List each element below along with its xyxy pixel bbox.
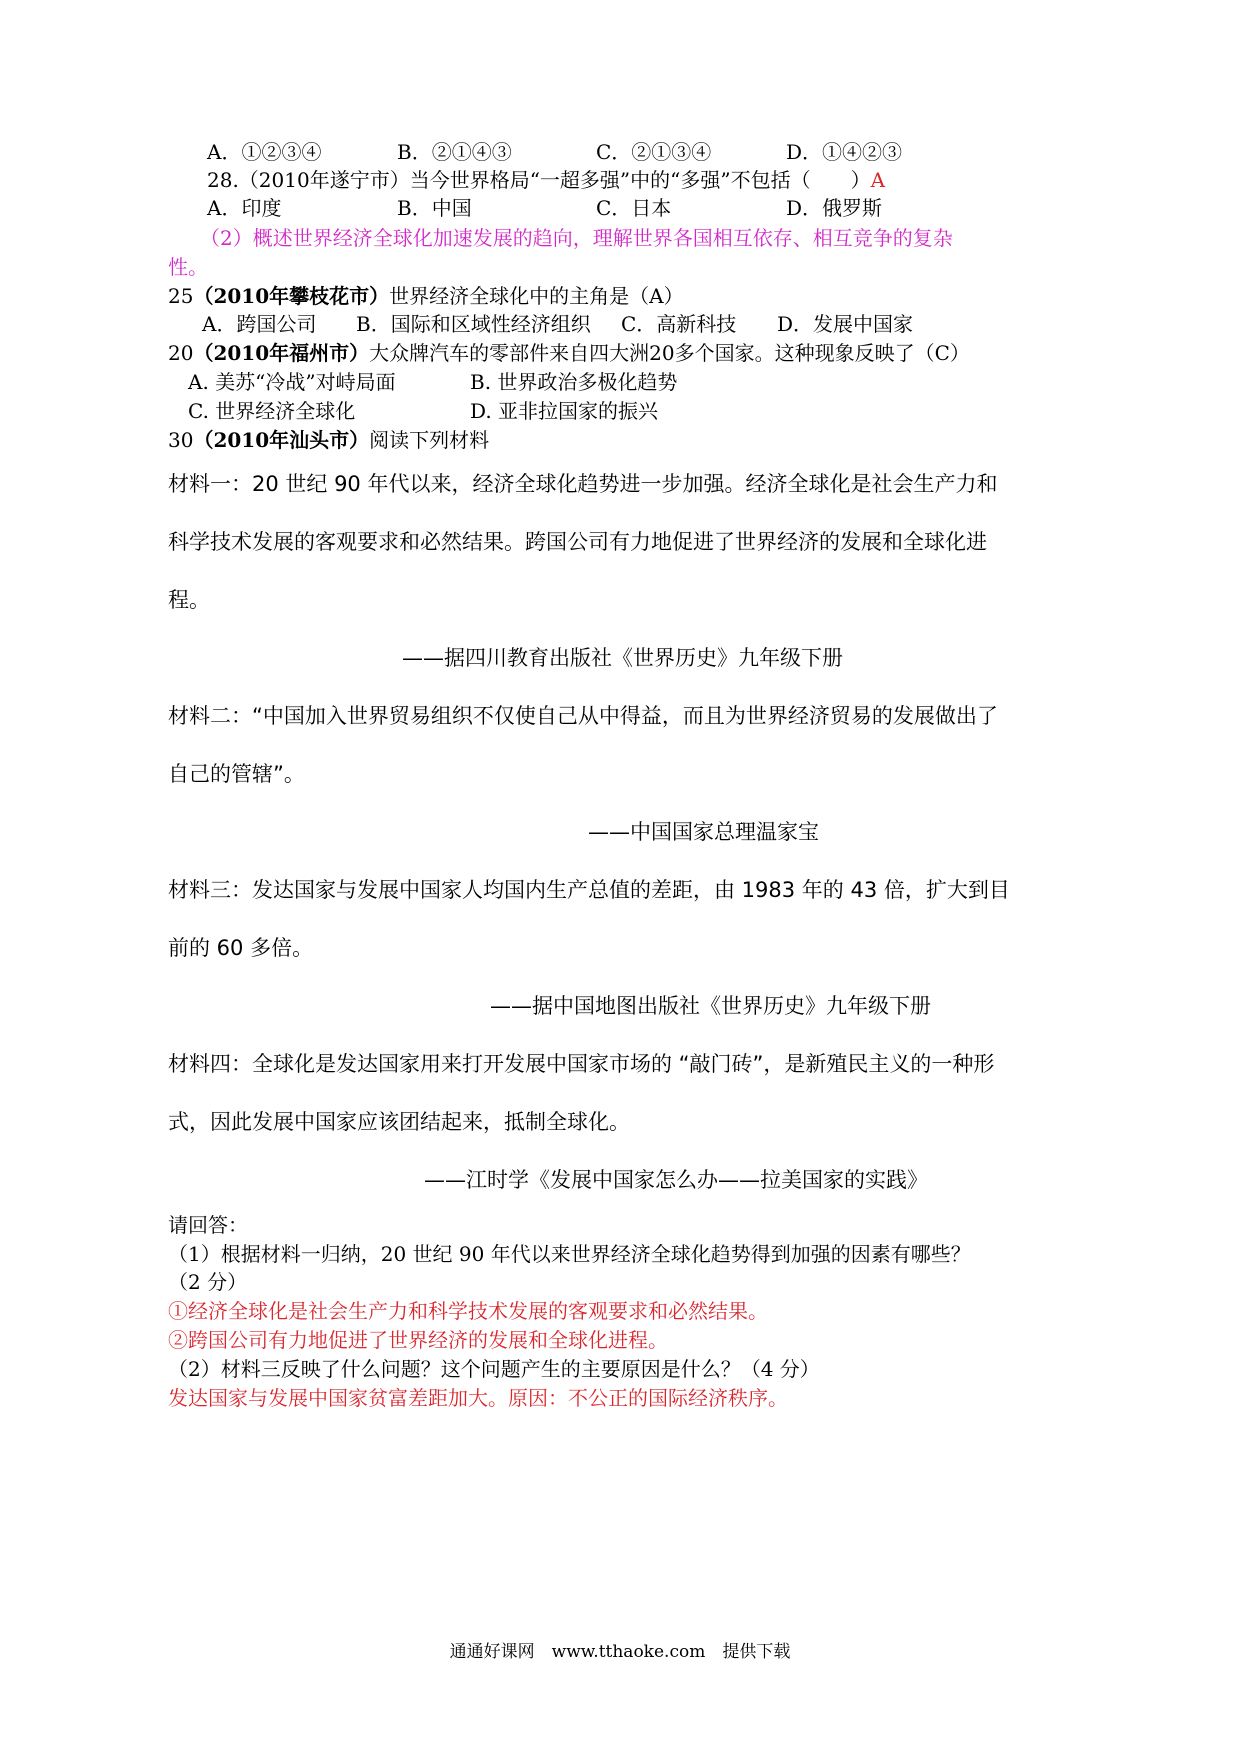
q20-option-c: C. 世界经济全球化 (188, 399, 356, 423)
material-1-line3: 程。 (168, 588, 210, 612)
material-4-line1: 材料四：全球化是发达国家用来打开发展中国家市场的 “敲门砖”，是新殖民主义的一种形 (168, 1052, 995, 1076)
q20-option-b: B. 世界政治多极化趋势 (470, 370, 678, 394)
material-2-source: ——中国国家总理温家宝 (588, 820, 819, 844)
material-1-line2: 科学技术发展的客观要求和必然结果。跨国公司有力地促进了世界经济的发展和全球化进 (168, 530, 987, 554)
q30-number: 30 (168, 428, 194, 452)
material-4-source: ——江时学《发展中国家怎么办——拉美国家的实践》 (424, 1168, 928, 1192)
material-1-source: ——据四川教育出版社《世界历史》九年级下册 (402, 646, 843, 670)
q30-text: 阅读下列材料 (369, 428, 490, 452)
q27-option-d: D．①④②③ (786, 140, 903, 164)
q27-option-a: A．①②③④ (207, 140, 322, 164)
q30-source: （2010年汕头市） (193, 428, 370, 452)
material-1-line1: 材料一：20 世纪 90 年代以来，经济全球化趋势进一步加强。经济全球化是社会生产力和 (168, 472, 998, 496)
answer-2: 发达国家与发展中国家贫富差距加大。原因：不公正的国际经济秩序。 (168, 1386, 788, 1410)
q20-source: （2010年福州市） (193, 341, 370, 365)
sub-question-2: （2）材料三反映了什么问题？这个问题产生的主要原因是什么？（4 分） (168, 1357, 820, 1381)
q20-question (168, 340, 970, 366)
q25-question (168, 283, 684, 309)
q20-option-d: D. 亚非拉国家的振兴 (470, 399, 659, 423)
q25-option-c: C．高新科技 (621, 312, 737, 336)
q27-option-c: C．②①③④ (596, 140, 712, 164)
q25-text: 世界经济全球化中的主角是（A） (389, 284, 684, 308)
material-2-line1: 材料二：“中国加入世界贸易组织不仅使自己从中得益，而且为世界经济贸易的发展做出了 (168, 704, 998, 728)
q20-number: 20 (168, 341, 194, 365)
answer-prompt: 请回答： (168, 1213, 248, 1237)
material-3-source: ——据中国地图出版社《世界历史》九年级下册 (490, 994, 931, 1018)
q28-option-d: D．俄罗斯 (786, 196, 883, 220)
q28-option-b: B．中国 (397, 196, 472, 220)
q25-option-b: B．国际和区域性经济组织 (356, 312, 591, 336)
q25-option-d: D．发展中国家 (777, 312, 914, 336)
q25-option-a: A．跨国公司 (202, 312, 317, 336)
q25-number: 25 (168, 284, 194, 308)
answer-1-point2: ②跨国公司有力地促进了世界经济的发展和全球化进程。 (168, 1328, 668, 1352)
footer-text: 通通好课网 www.tthaoke.com 提供下载 (449, 1642, 791, 1662)
material-4-line2: 式，因此发展中国家应该团结起来，抵制全球化。 (168, 1110, 630, 1134)
q28-answer: A (870, 168, 886, 192)
q28-option-a: A．印度 (207, 196, 282, 220)
section-2-heading-line2: 性。 (168, 255, 208, 279)
q28-option-c: C．日本 (596, 196, 672, 220)
q25-source: （2010年攀枝花市） (193, 284, 390, 308)
q20-option-a: A. 美苏“冷战”对峙局面 (188, 370, 396, 394)
answer-1-point1: ①经济全球化是社会生产力和科学技术发展的客观要求和必然结果。 (168, 1299, 768, 1323)
section-2-heading-line1: （2）概述世界经济全球化加速发展的趋向，理解世界各国相互依存、相互竞争的复杂 (200, 226, 953, 250)
q28-question (207, 167, 885, 193)
q30-question (168, 427, 489, 453)
q28-text: 28.（2010年遂宁市）当今世界格局“一超多强”中的“多强”不包括（ ） (207, 168, 871, 192)
q27-option-b: B．②①④③ (397, 140, 512, 164)
material-3-line1: 材料三：发达国家与发展中国家人均国内生产总值的差距，由 1983 年的 43 倍，扩大到目 (168, 878, 1010, 902)
sub-question-1-line1: （1）根据材料一归纳，20 世纪 90 年代以来世界经济全球化趋势得到加强的因素有哪些？ (168, 1242, 971, 1266)
sub-question-1-line2: （2 分） (168, 1270, 248, 1294)
material-2-line2: 自己的管辖”。 (168, 762, 305, 786)
material-3-line2: 前的 60 多倍。 (168, 936, 314, 960)
q20-text: 大众牌汽车的零部件来自四大洲20多个国家。这种现象反映了（C） (369, 341, 970, 365)
